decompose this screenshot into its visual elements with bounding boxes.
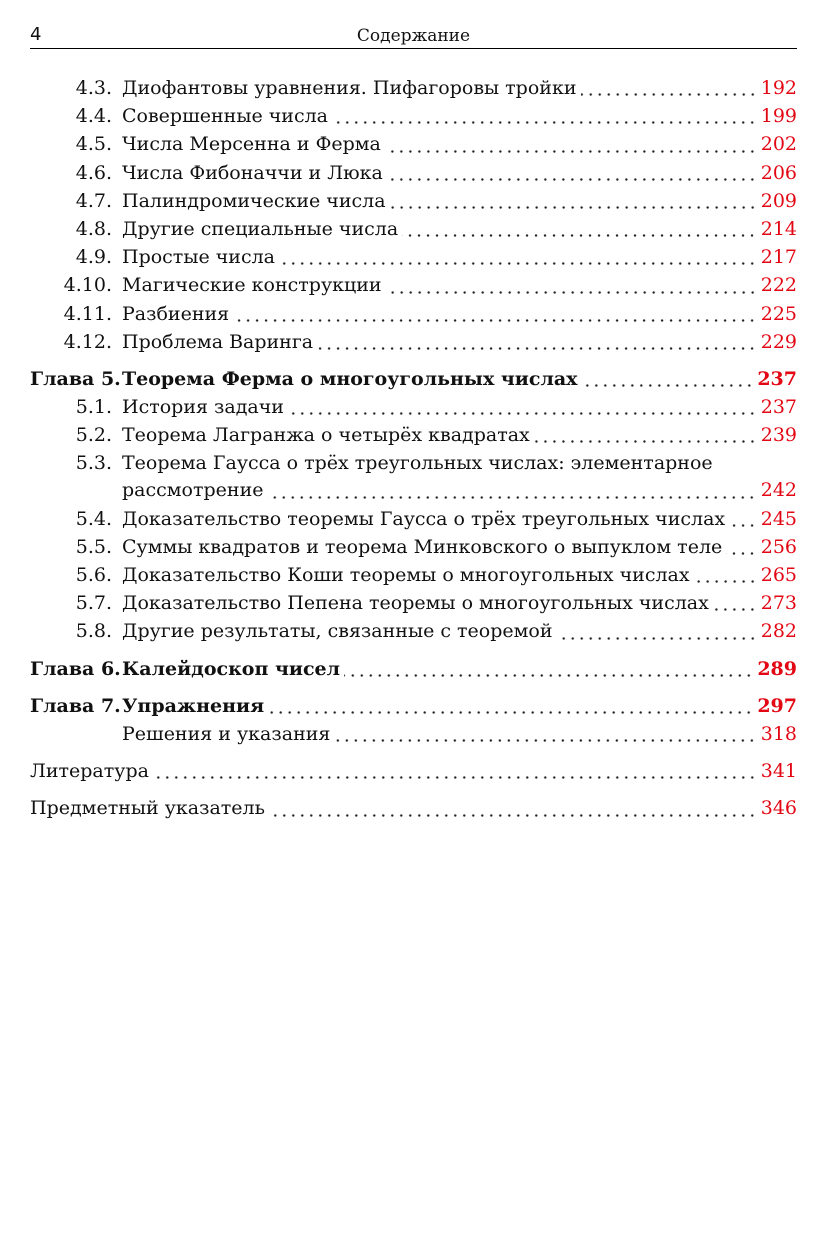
dot-leader [279,262,757,265]
dot-leader [344,674,753,677]
toc-entry[interactable] [30,533,797,561]
toc-entry[interactable] [30,393,797,421]
section-number: 4.11. [63,302,112,325]
section-title: Другие специальные числа [122,217,399,240]
section-title: История задачи [122,396,284,419]
section-title: Доказательство Коши теоремы о многоугольных числах [122,564,690,586]
dot-leader [729,524,757,527]
section-title-line2: рассмотрение [122,479,264,502]
page-ref[interactable]: 237 [757,367,797,390]
dot-leader [694,580,757,583]
chapter-label: Глава 6. [30,657,121,680]
toc-entry-index[interactable] [30,794,797,822]
toc-entry[interactable] [30,187,797,215]
running-header [30,22,797,49]
dot-leader [269,814,757,817]
section-title: Теорема Лагранжа о четырёх квадратах [122,424,530,447]
section-title: Решения и указания [122,722,331,745]
page-ref[interactable]: 225 [760,302,797,325]
dot-leader [582,384,754,387]
page-ref[interactable]: 192 [760,77,797,99]
toc-entry[interactable] [30,328,797,356]
page-ref[interactable]: 297 [757,694,797,717]
toc-entry-solutions[interactable] [30,720,797,748]
page-ref[interactable]: 256 [760,535,797,558]
dot-leader [557,637,757,640]
dot-leader [317,347,757,350]
section-number: 4.7. [75,189,112,212]
section-number: 5.2. [75,424,112,447]
toc-entry[interactable] [30,130,797,158]
toc-entry[interactable] [30,561,797,589]
dot-leader [233,319,757,322]
section-title: Совершенные числа [122,105,328,128]
section-title-line1: Теорема Гаусса о трёх треугольных числах: элементарное [122,452,713,475]
dot-leader [332,121,757,124]
page-ref[interactable]: 202 [760,133,797,156]
section-title: Палиндромические числа [122,189,386,212]
toc-entry[interactable] [30,215,797,243]
section-title: Доказательство Пепена теоремы о многоугольных числах [122,592,709,615]
chapter-label: Глава 7. [30,694,121,717]
toc-entry-line2[interactable] [30,476,797,504]
toc-entry[interactable] [30,74,797,102]
section-number: 4.3. [75,77,112,99]
dot-leader [288,412,757,415]
section-title: Простые числа [122,246,275,269]
page-ref[interactable]: 199 [760,105,797,128]
dot-leader [713,608,757,611]
section-number: 5.3. [75,452,112,475]
section-title: Диофантовы уравнения. Пифагоровы тройки [122,77,577,99]
page-ref[interactable]: 217 [760,246,797,269]
section-number: 4.12. [63,330,112,353]
dot-leader [386,291,757,294]
page-ref[interactable]: 242 [760,479,797,502]
page-ref[interactable]: 282 [760,620,797,643]
section-number: 4.4. [75,105,112,128]
dot-leader [581,93,757,96]
literature-title: Литература [30,760,149,783]
page-ref[interactable]: 214 [760,217,797,240]
table-of-contents [30,74,797,823]
toc-chapter-7[interactable] [30,692,797,720]
toc-entry[interactable] [30,159,797,187]
toc-entry[interactable] [30,421,797,449]
running-title: Содержание [356,26,471,46]
chapter-title: Теорема Ферма о многоугольных числах [122,367,578,390]
page-ref[interactable]: 239 [760,424,797,447]
index-title: Предметный указатель [30,797,265,820]
chapter-label: Глава 5. [30,367,121,390]
page-ref[interactable]: 346 [760,797,797,820]
dot-leader [385,150,757,153]
dot-leader [153,776,757,779]
dot-leader [267,496,756,499]
section-number: 4.9. [75,246,112,269]
page-ref[interactable]: 273 [760,592,797,615]
section-number: 5.4. [75,507,112,530]
toc-entry[interactable] [30,617,797,645]
page-ref[interactable]: 222 [760,274,797,297]
page-ref[interactable]: 229 [760,330,797,353]
page-ref[interactable]: 206 [760,161,797,184]
toc-entry[interactable] [30,102,797,130]
toc-entry-line1[interactable] [30,449,797,476]
section-title: Магические конструкции [122,274,382,297]
page-ref[interactable]: 237 [760,396,797,419]
toc-entry[interactable] [30,300,797,328]
section-title: Суммы квадратов и теорема Минковского о выпуклом теле [122,535,723,558]
section-title: Разбиения [122,302,230,325]
section-number: 5.5. [75,535,112,558]
section-number: 5.7. [75,592,112,615]
section-number: 5.6. [75,564,112,586]
chapter-title: Упражнения [122,694,265,717]
section-title: Числа Фибоначчи и Люка [122,161,383,184]
page-number: 4 [30,24,42,45]
toc-entry[interactable] [30,505,797,533]
chapter-title: Калейдоскоп чисел [122,657,341,680]
dot-leader [726,552,756,555]
section-number: 4.5. [75,133,112,156]
section-number: 4.6. [75,161,112,184]
toc-entry[interactable] [30,271,797,299]
section-title: Доказательство теоремы Гаусса о трёх треугольных числах [122,507,726,530]
page-ref[interactable]: 341 [760,760,797,783]
dot-leader [534,440,757,443]
page-ref[interactable]: 318 [760,722,797,745]
toc-entry[interactable] [30,243,797,271]
dot-leader [387,178,757,181]
page-ref[interactable]: 289 [757,657,797,680]
toc-chapter-5[interactable] [30,365,797,393]
dot-leader [268,711,753,714]
section-title: Числа Мерсенна и Ферма [122,133,381,156]
toc-entry[interactable] [30,589,797,617]
toc-entry-literature[interactable] [30,757,797,785]
page-ref[interactable]: 245 [760,507,797,530]
page-ref[interactable]: 265 [760,564,797,586]
section-number: 4.10. [63,274,112,297]
dot-leader [402,234,757,237]
section-title: Проблема Варинга [122,330,314,353]
dot-leader [334,739,756,742]
section-number: 4.8. [75,217,112,240]
section-number: 5.1. [75,396,112,419]
toc-chapter-6[interactable] [30,655,797,683]
section-number: 5.8. [75,620,112,643]
page-ref[interactable]: 209 [760,189,797,212]
section-title: Другие результаты, связанные с теоремой [122,620,553,643]
dot-leader [390,206,757,209]
